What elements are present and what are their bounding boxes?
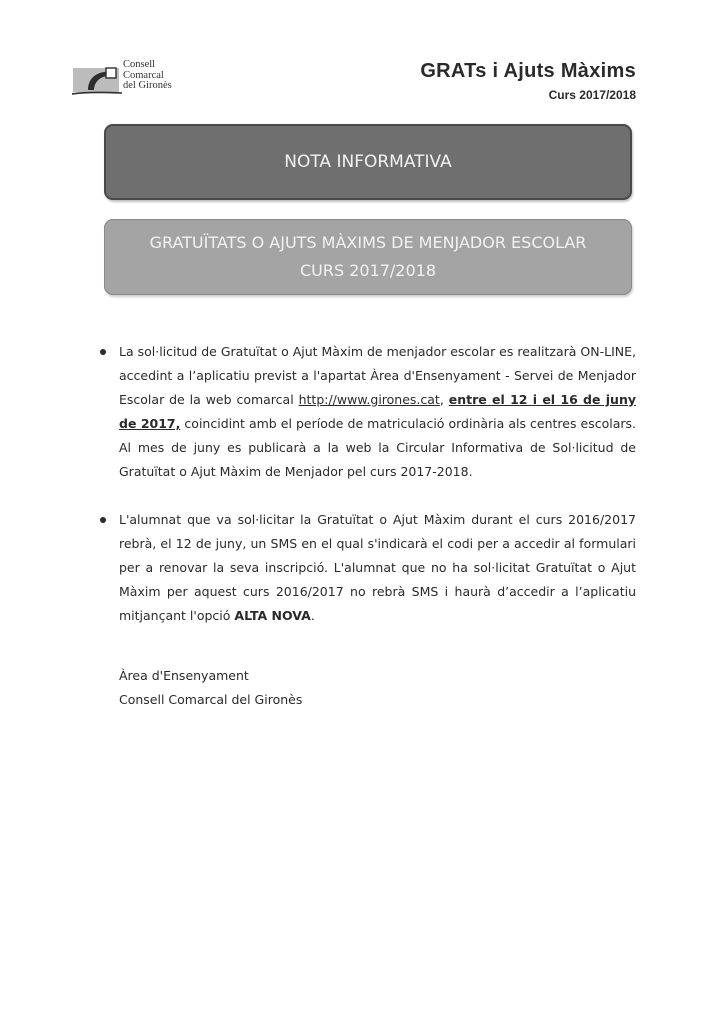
consell-logo-icon <box>70 62 126 98</box>
signature-department: Àrea d'Ensenyament <box>119 668 249 683</box>
main-topic-line-1: GRATUÏTATS O AJUTS MÀXIMS DE MENJADOR ESCOLAR <box>149 233 587 252</box>
nota-informativa-banner <box>104 124 632 200</box>
paragraph-1-separator: , <box>439 392 449 407</box>
signature-organization: Consell Comarcal del Gironès <box>119 692 303 707</box>
logo-line-3: del Gironès <box>123 80 172 91</box>
signature-block <box>119 664 302 712</box>
paragraph-2-text-start: L'alumnat que va sol·licitar la Gratuïtat o Ajut Màxim durant el curs 2016/2017 rebrà, el 12 de juny, un SMS en el qual s'indicarà el codi per a accedir al formulari per a renovar la seva inscripció. L'alumnat que no ha sol·licitat Gratuïtat o Ajut Màxim per aquest curs 2016/2017 no rebrà SMS i haurà d’accedir a l’aplicatiu mitjançant l'opció <box>119 512 636 623</box>
consell-logo <box>70 60 210 100</box>
paragraph-1-text-end: coincidint amb el període de matriculació ordinària als centres escolars. Al mes de juny es publicarà a la web la Circular Informativa de Sol·licitud de Gratuïtat o Ajut Màxim de Menjador pel curs 2017-2018. <box>119 416 636 479</box>
document-title: GRATs i Ajuts Màxims <box>420 60 636 82</box>
date-range-highlight: entre el 12 i el 16 de juny de 2017, <box>119 392 637 431</box>
alta-nova-option: ALTA NOVA <box>234 608 311 623</box>
logo-text <box>123 60 172 92</box>
bullet-icon <box>100 349 106 355</box>
main-topic-line-2: CURS 2017/2018 <box>299 261 437 280</box>
notice-body <box>119 340 636 628</box>
paragraph-2-text-end: . <box>310 608 315 623</box>
paragraph-sms-renewal <box>119 508 636 628</box>
document-year: Curs 2017/2018 <box>548 88 636 102</box>
logo-line-1: Consell <box>123 59 156 70</box>
girones-link[interactable]: http://www.girones.cat <box>298 392 440 407</box>
paragraph-1-text-start: La sol·licitud de Gratuïtat o Ajut Màxim de menjador escolar es realitzarà ON-LINE, accedint a l’aplicatiu previst a l'apartat Àrea d'Ensenyament - Servei de Menjador Escolar de la web comarcal <box>119 344 636 407</box>
nota-informativa-label: NOTA INFORMATIVA <box>284 152 452 172</box>
bullet-icon <box>100 517 106 523</box>
logo-line-2: Comarcal <box>123 69 164 81</box>
paragraph-online-request <box>119 340 636 484</box>
main-topic-banner <box>104 219 632 295</box>
